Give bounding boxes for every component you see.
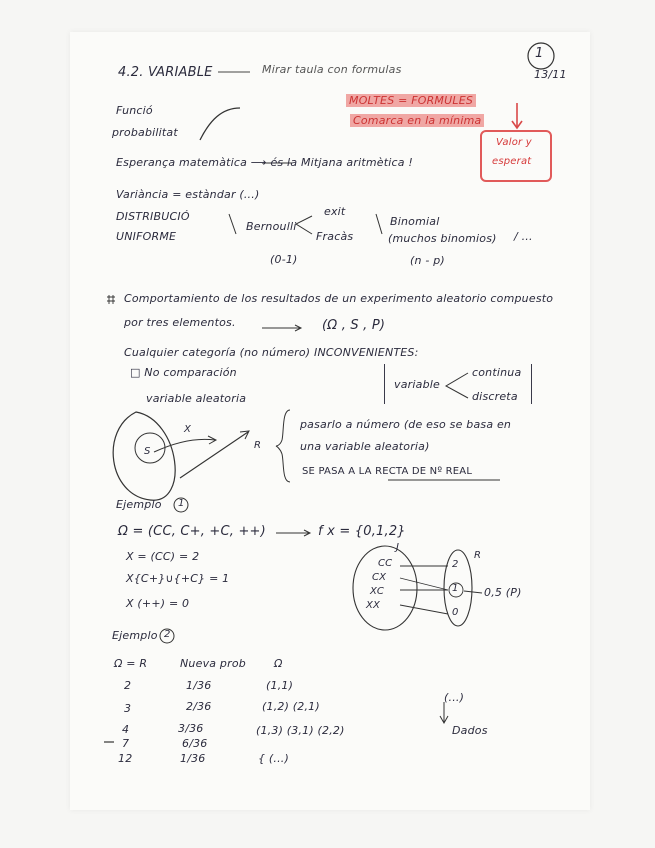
diagram-r: R bbox=[254, 440, 262, 451]
omega-def: Ω = (CC, C+, +C, ++) bbox=[118, 524, 266, 539]
valor-esperat-line2: esperat bbox=[492, 156, 532, 167]
bernoulli-label: Bernoulli bbox=[246, 220, 297, 233]
table-head-col: Ω bbox=[274, 657, 283, 670]
cualquier-line: Cualquier categoría (no número) INCONVENIENTES: bbox=[124, 346, 419, 359]
table-cell: 7 bbox=[122, 737, 130, 750]
variancia-line: Variància = estàndar (...) bbox=[116, 188, 260, 201]
table-cell: 2 bbox=[124, 679, 132, 692]
table-cell: { (...) bbox=[258, 752, 289, 765]
esperanca-line: Esperança matemàtica ⟶ és la Mitjana aritmètica ! bbox=[116, 156, 413, 169]
variable-aleatoria: variable aleatoria bbox=[146, 392, 247, 405]
pasarlo-line1: pasarlo a número (de eso se basa en bbox=[300, 418, 512, 431]
zero-one: (0-1) bbox=[270, 253, 298, 266]
comportamiento-line1: Comportamiento de los resultados de un experimento aleatorio compuesto bbox=[124, 292, 554, 305]
set-left-item: XX bbox=[366, 600, 381, 611]
table-head-col: Nueva prob bbox=[180, 657, 246, 670]
table-cell: 2/36 bbox=[186, 700, 212, 713]
diagram-s: S bbox=[144, 446, 151, 457]
set-right-item: 2 bbox=[452, 559, 459, 570]
set-right-item: 0 bbox=[452, 607, 459, 618]
pasarlo-line2: una variable aleatoria) bbox=[300, 440, 430, 453]
dots-right: (...) bbox=[444, 691, 465, 704]
ejemplo1-num: 1 bbox=[178, 498, 185, 509]
x-union: X{C+}∪{+C} = 1 bbox=[126, 572, 230, 585]
table-cell: 6/36 bbox=[182, 737, 208, 750]
table-cell: 12 bbox=[118, 752, 133, 765]
valor-esperat-line1: Valor y bbox=[496, 137, 532, 148]
set-left-item: XC bbox=[370, 586, 385, 597]
comportamiento-line2: por tres elementos. bbox=[124, 316, 236, 329]
table-cell: (1,3) (3,1) (2,2) bbox=[256, 724, 345, 737]
x-cc: X = (CC) = 2 bbox=[126, 550, 200, 563]
distribucio-label: DISTRIBUCIÓ bbox=[116, 210, 190, 223]
set-right-item: 1 bbox=[452, 583, 459, 594]
table-cell: (1,2) (2,1) bbox=[262, 700, 320, 713]
highlight-top: MOLTES = FORMULES bbox=[346, 94, 476, 107]
diagram-x: X bbox=[184, 424, 192, 435]
set-left-item: CC bbox=[378, 558, 393, 569]
set-left-item: CX bbox=[372, 572, 387, 583]
table-cell: 4 bbox=[122, 723, 130, 736]
variable-box-label: variable bbox=[394, 378, 440, 391]
set-right-tag: R bbox=[474, 550, 482, 561]
n-p: (n - p) bbox=[410, 254, 445, 267]
set-left-tag: J bbox=[396, 542, 400, 553]
section-title: 4.2. VARIABLE bbox=[118, 65, 213, 80]
prob-note: 0,5 (P) bbox=[484, 586, 522, 599]
se-pasa: SE PASA A LA RECTA DE Nº REAL bbox=[302, 466, 473, 477]
highlight-bottom: Comarca en la mínima bbox=[350, 114, 484, 127]
table-cell: 3/36 bbox=[178, 722, 204, 735]
fx-def: f x = {0,1,2} bbox=[318, 524, 406, 539]
page-date: 13/11 bbox=[534, 68, 567, 81]
binomial-label: Binomial bbox=[390, 215, 440, 228]
page-number: 1 bbox=[535, 46, 544, 61]
ejemplo1-label: Ejemplo bbox=[116, 498, 162, 511]
uniforme-label: UNIFORME bbox=[116, 230, 177, 243]
table-cell: 3 bbox=[124, 702, 132, 715]
triple: (Ω , S , P) bbox=[322, 318, 386, 333]
table-cell: 1/36 bbox=[180, 752, 206, 765]
fracas-label: Fracàs bbox=[316, 230, 354, 243]
dados-label: Dados bbox=[452, 724, 488, 737]
dist-ellipsis: / ... bbox=[514, 230, 533, 243]
table-cell: 1/36 bbox=[186, 679, 212, 692]
exit-label: exit bbox=[324, 205, 346, 218]
no-comparacion: □ No comparación bbox=[130, 366, 237, 379]
variable-box-continua: continua bbox=[472, 366, 522, 379]
funcio-label: Funció bbox=[116, 104, 153, 117]
probabilitat-label: probabilitat bbox=[112, 126, 178, 139]
variable-box-discreta: discreta bbox=[472, 390, 518, 403]
muchos-binomios: (muchos binomios) bbox=[388, 232, 497, 245]
table-head-col: Ω = R bbox=[114, 657, 148, 670]
x-pp: X (++) = 0 bbox=[126, 597, 190, 610]
probability-curve bbox=[200, 108, 240, 140]
table-cell: (1,1) bbox=[266, 679, 294, 692]
section-note: Mirar taula con formulas bbox=[262, 63, 402, 76]
ejemplo2-label: Ejemplo bbox=[112, 629, 158, 642]
ejemplo2-num: 2 bbox=[164, 629, 171, 640]
